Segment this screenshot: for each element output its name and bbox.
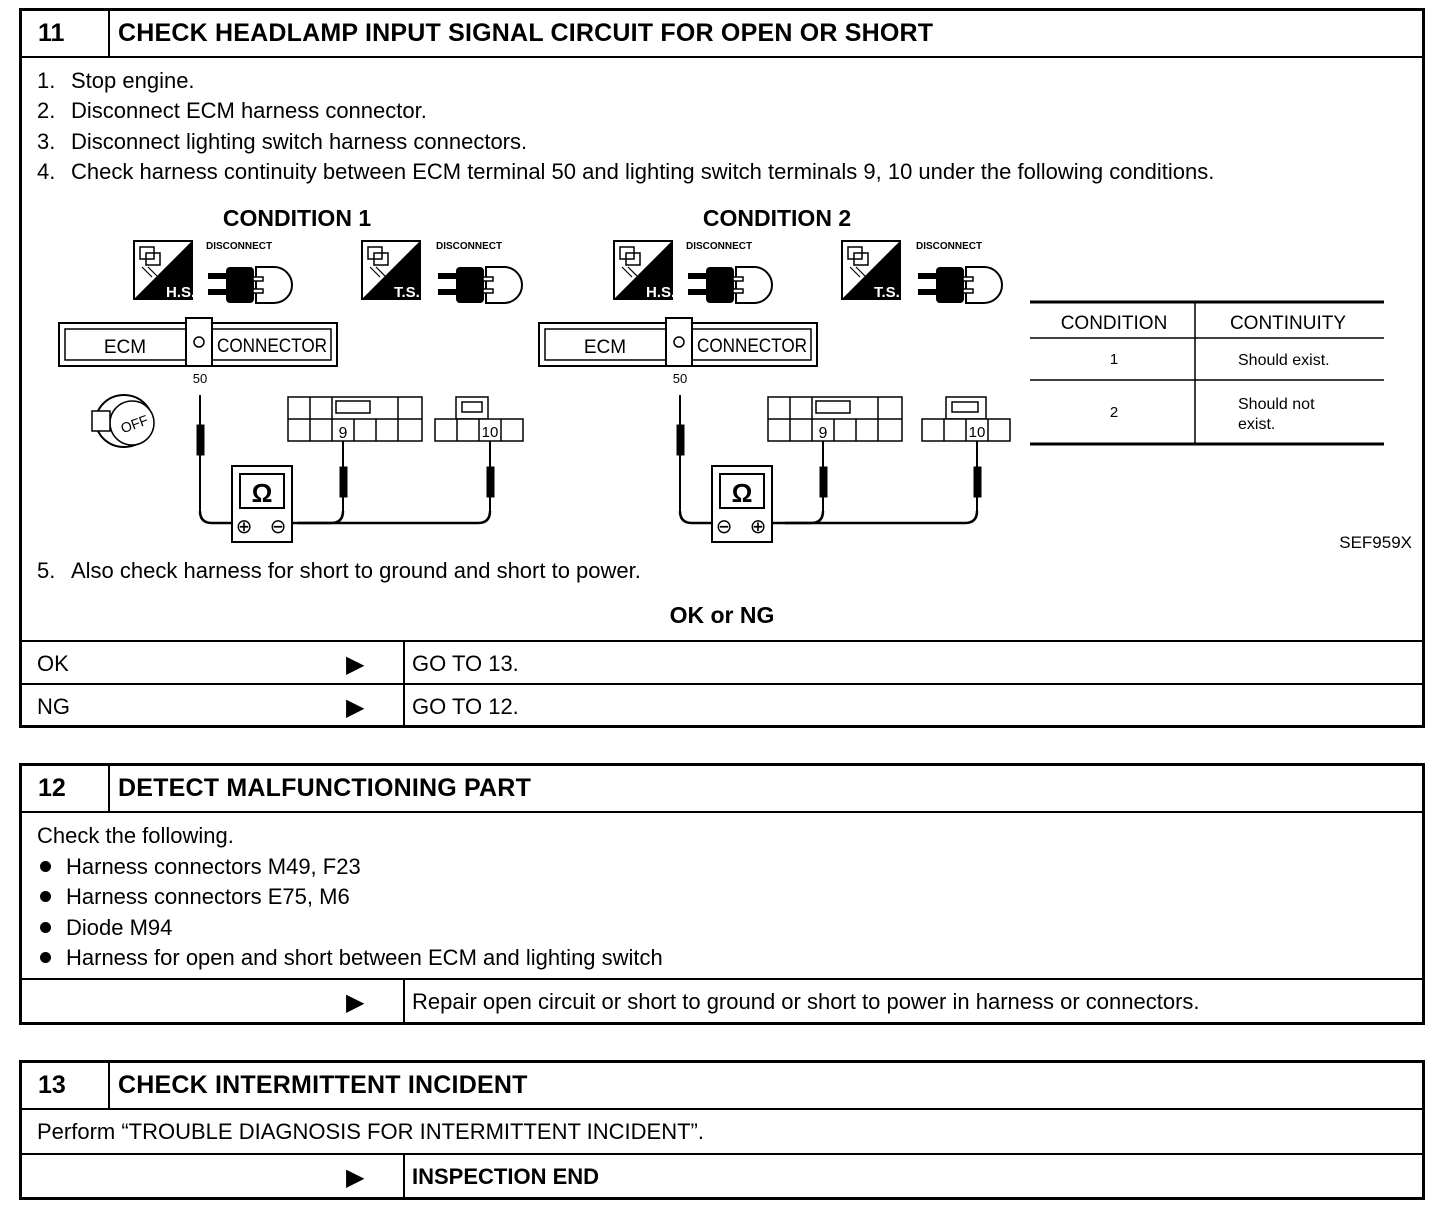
ecm-connector	[59, 318, 337, 386]
condition-1-title: CONDITION 1	[222, 205, 372, 231]
disconnect-icon	[208, 267, 292, 303]
result-heading: OK or NG	[669, 602, 775, 628]
disconnect-icon	[438, 267, 522, 303]
svg-text:50: 50	[672, 371, 688, 386]
list-item: Harness for open and short between ECM and lighting switch	[37, 943, 663, 973]
ohmmeter-icon	[232, 466, 292, 542]
hs-badge-icon	[614, 241, 675, 301]
svg-text:Ω: Ω	[731, 478, 753, 508]
table-cell: Should exist.	[1238, 352, 1330, 369]
hs-badge-icon	[134, 241, 195, 301]
svg-text:10: 10	[481, 424, 499, 441]
figure-code: SEF959X	[1339, 533, 1412, 552]
step-title: CHECK HEADLAMP INPUT SIGNAL CIRCUIT FOR OPEN OR SHORT	[118, 19, 934, 47]
step-title: DETECT MALFUNCTIONING PART	[118, 774, 532, 802]
svg-text:H.S.: H.S.	[166, 284, 196, 301]
result-action: INSPECTION END	[412, 1164, 600, 1189]
table-cell: 2	[1109, 404, 1119, 421]
instruction-text: Perform “TROUBLE DIAGNOSIS FOR INTERMITTENT INCIDENT”.	[37, 1119, 704, 1144]
svg-text:Ω: Ω	[251, 478, 273, 508]
result-action: Repair open circuit or short to ground or short to power in harness or connectors.	[412, 989, 1200, 1014]
table-cell: exist.	[1238, 416, 1276, 433]
list-item: Harness connectors M49, F23	[37, 852, 361, 882]
disconnect-icon	[918, 267, 1002, 303]
svg-text:⊕: ⊕	[235, 516, 253, 538]
disconnect-label: DISCONNECT	[916, 241, 983, 252]
svg-text:H.S.: H.S.	[646, 284, 676, 301]
svg-text:⊖: ⊖	[269, 516, 287, 538]
svg-text:CONNECTOR: CONNECTOR	[217, 336, 327, 357]
continuity-table	[1030, 302, 1384, 444]
result-label: OK	[37, 651, 69, 676]
svg-text:9: 9	[818, 425, 828, 442]
continuity-diagram	[22, 11, 1422, 571]
step-number: 12	[22, 766, 110, 811]
step-item: 1. Stop engine.	[37, 68, 195, 93]
disconnect-label: DISCONNECT	[436, 241, 503, 252]
bullet-icon	[40, 891, 51, 902]
ohmmeter-icon	[712, 466, 772, 542]
svg-text:⊖: ⊖	[715, 516, 733, 538]
bullet-icon	[40, 952, 51, 963]
step-13-box	[19, 1060, 1425, 1200]
ts-badge-icon	[362, 241, 420, 301]
ignition-key-icon	[92, 395, 154, 447]
bullet-icon	[40, 861, 51, 872]
svg-text:CONNECTOR: CONNECTOR	[697, 336, 807, 357]
intro-text: Check the following.	[37, 823, 234, 848]
svg-text:50: 50	[192, 371, 208, 386]
table-header-condition: CONDITION	[1060, 313, 1168, 334]
result-action: GO TO 12.	[412, 694, 519, 719]
result-row-ng	[22, 683, 1422, 727]
step-number: 13	[22, 1063, 110, 1108]
step-title: CHECK INTERMITTENT INCIDENT	[118, 1071, 528, 1099]
svg-text:ECM: ECM	[583, 337, 627, 358]
arrow-right-icon: ▶	[346, 989, 365, 1016]
step-12-header	[22, 766, 1422, 813]
arrow-right-icon: ▶	[346, 1164, 365, 1191]
step-item: 5. Also check harness for short to ground and short to power.	[37, 558, 641, 583]
result-row-ok	[22, 640, 1422, 685]
ts-badge-icon	[842, 241, 900, 301]
table-cell: 1	[1109, 351, 1119, 368]
step-11-box	[19, 8, 1425, 728]
lighting-switch-connector-10	[922, 397, 1010, 441]
disconnect-label: DISCONNECT	[686, 241, 753, 252]
arrow-right-icon: ▶	[346, 694, 365, 721]
lighting-switch-connector-9	[768, 397, 902, 442]
step-12-box	[19, 763, 1425, 1025]
result-action: GO TO 13.	[412, 651, 519, 676]
list-item: Harness connectors E75, M6	[37, 882, 350, 912]
ecm-connector	[539, 318, 817, 386]
step-item: 3. Disconnect lighting switch harness connectors.	[37, 129, 528, 154]
step-item: 2. Disconnect ECM harness connector.	[37, 98, 427, 123]
svg-text:T.S.: T.S.	[394, 284, 420, 301]
table-header-continuity: CONTINUITY	[1229, 313, 1347, 334]
svg-text:⊕: ⊕	[749, 516, 767, 538]
step-number: 11	[22, 11, 110, 56]
svg-text:ECM: ECM	[103, 337, 147, 358]
arrow-right-icon: ▶	[346, 651, 365, 678]
svg-text:OFF: OFF	[118, 411, 151, 437]
svg-text:10: 10	[968, 424, 986, 441]
lighting-switch-connector-10	[435, 397, 523, 441]
lighting-switch-connector-9	[288, 397, 422, 442]
bullet-icon	[40, 922, 51, 933]
result-label: NG	[37, 694, 70, 719]
table-cell: Should not	[1238, 396, 1315, 413]
result-row	[22, 1153, 1422, 1199]
list-item: Diode M94	[37, 913, 172, 943]
condition-2-title: CONDITION 2	[702, 205, 852, 231]
svg-text:T.S.: T.S.	[874, 284, 900, 301]
disconnect-icon	[688, 267, 772, 303]
step-13-header	[22, 1063, 1422, 1110]
disconnect-label: DISCONNECT	[206, 241, 273, 252]
result-row	[22, 978, 1422, 1024]
svg-text:9: 9	[338, 425, 348, 442]
step-item: 4. Check harness continuity between ECM terminal 50 and lighting switch terminals 9, 10 under the following conditions.	[37, 159, 1215, 184]
